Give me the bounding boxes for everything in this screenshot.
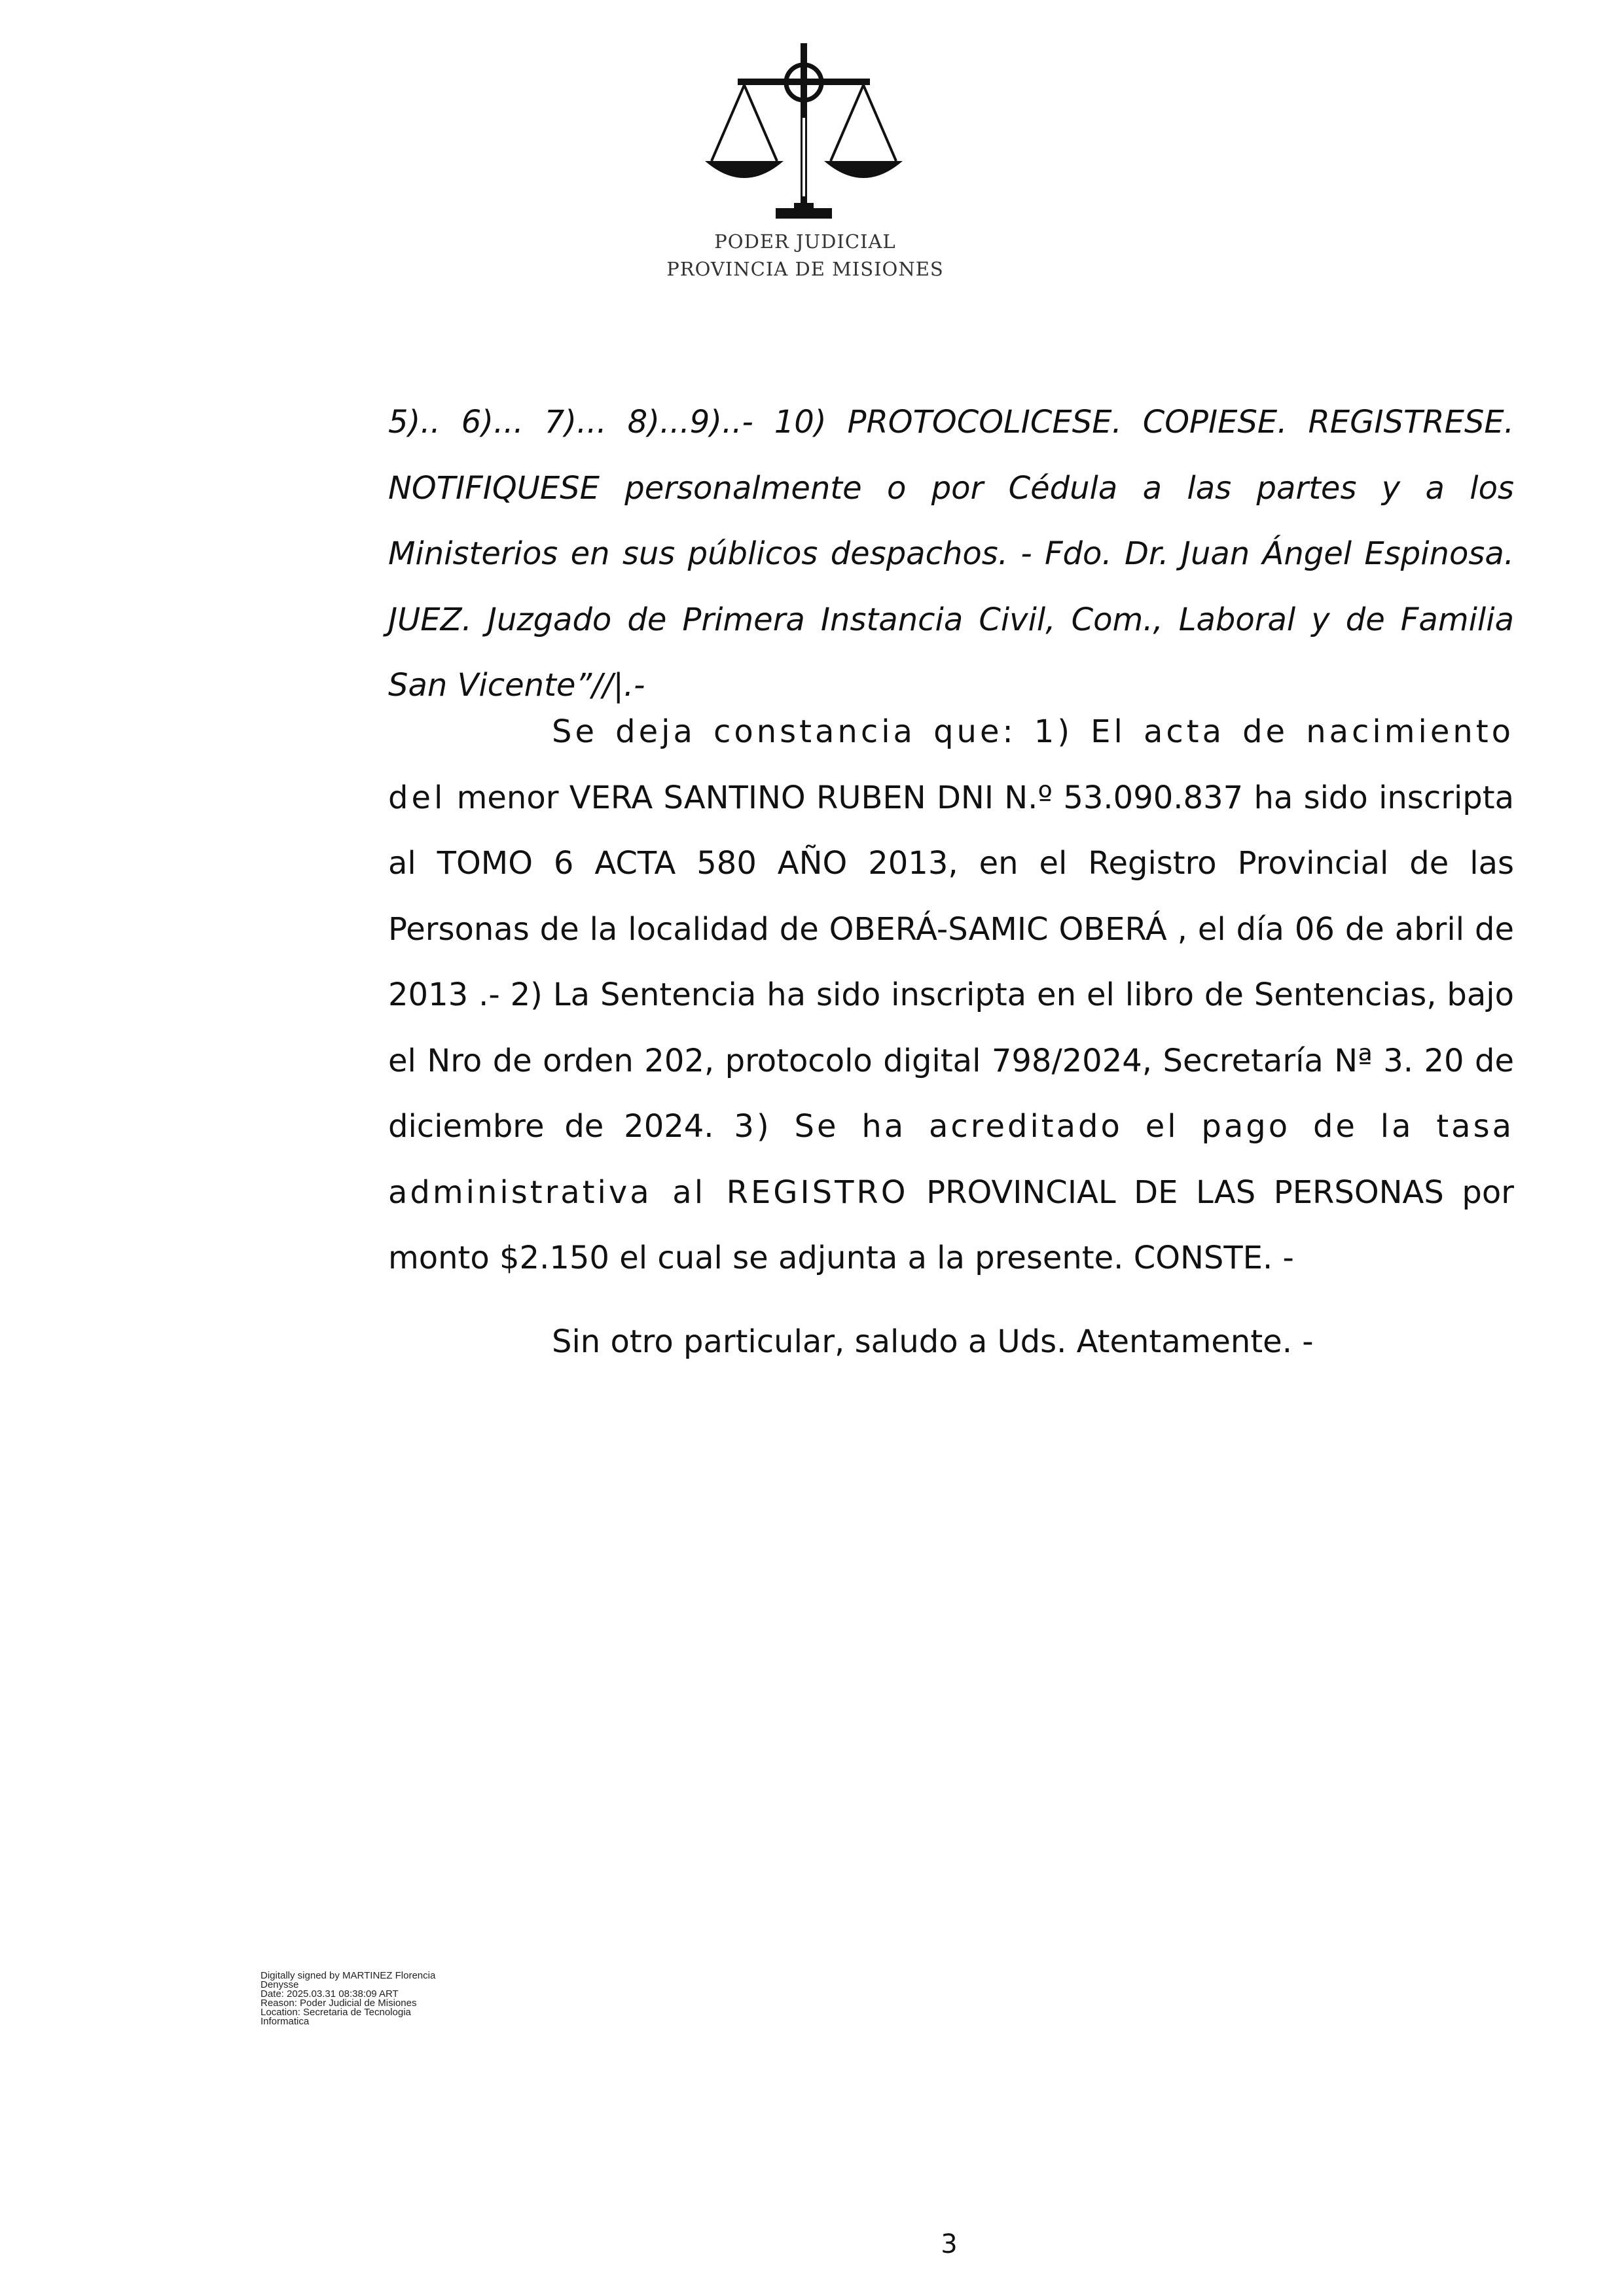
constancia-payment: 3) Se ha acreditado el pago de la tasa administrativa al REGISTRO <box>388 1108 1514 1211</box>
letterhead <box>655 39 956 288</box>
signature-signer: Digitally signed by MARTINEZ Florencia <box>261 1970 436 1981</box>
digital-signature-block <box>261 1971 496 2026</box>
resolution-excerpt: 5).. 6)... 7)... 8)...9)..- 10) PROTOCOLICESE. COPIESE. REGISTRESE. NOTIFIQUESE personalmente o por Cédula a las partes y a los Ministerios en sus públicos despachos. - Fdo. Dr. Juan Ángel Espinosa. JUEZ. Juzgado de Primera Instancia Civil, Com., Laboral y de Familia San Vicente”//|.- <box>388 404 1514 704</box>
closing-salutation: Sin otro particular, saludo a Uds. Atentamente. - <box>552 1323 1314 1360</box>
constancia-body: menor VERA SANTINO RUBEN DNI N.º 53.090.837 ha sido inscripta al TOMO 6 ACTA 580 AÑO 2013, en el Registro Provincial de las Personas de la localidad de OBERÁ-SAMIC OBERÁ , el día 06 de abril de 2013 .- 2) La Sentencia ha sido inscripta en el libro de Sentencias, bajo el Nro de orden 202, protocolo digital 798/2024, Secretaría Nª 3. 20 de diciembre de 2024. <box>388 779 1514 1145</box>
constancia-lead: Se deja constancia que: 1) El acta de nacimiento del <box>388 713 1514 816</box>
signature-date: Date: 2025.03.31 08:38:09 ART <box>261 1988 399 2000</box>
page-number: 3 <box>941 2229 958 2259</box>
signature-reason: Reason: Poder Judicial de Misiones <box>261 1998 417 2009</box>
constancia-tail: PROVINCIAL DE LAS PERSONAS por monto $2.150 el cual se adjunta a la presente. CONSTE. - <box>388 1174 1515 1276</box>
signature-location: Location: Secretaria de Tecnologia <box>261 2007 411 2018</box>
constancia-paragraph <box>388 699 1514 1291</box>
signature-signer-cont: Denysse <box>261 1979 299 1990</box>
signature-location-cont: Informatica <box>261 2016 310 2027</box>
org-name-line2: PROVINCIA DE MISIONES <box>666 258 944 280</box>
org-name-line1: PODER JUDICIAL <box>714 230 896 253</box>
scales-of-justice-cross-icon <box>697 39 913 236</box>
